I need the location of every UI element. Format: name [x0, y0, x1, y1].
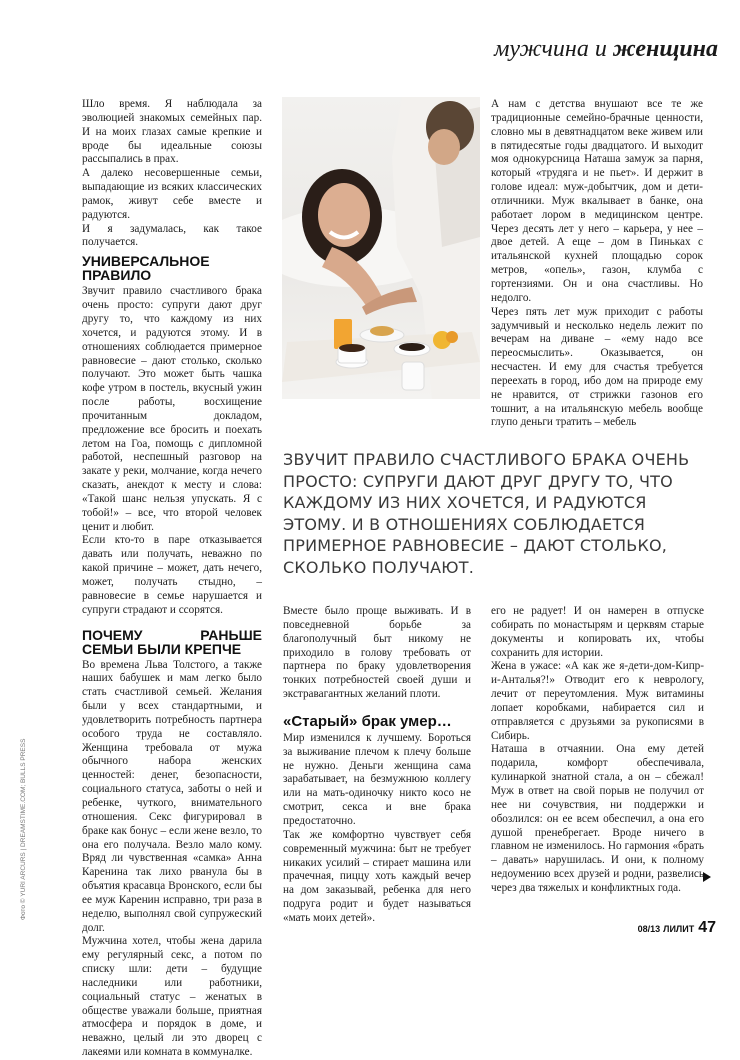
article-column-2-bottom: [283, 605, 471, 926]
paragraph: Мир изменился к лучшему. Бороться за выживание плечом к плечу больше не нужно. Деньги женщина сама зарабатывает, на безмужнюю коллегу или на мать-одиночку никто косо не смотрит, секса и вне брака предостаточно.: [283, 731, 471, 827]
paragraph: Шло время. Я наблюдала за эволюцией знакомых семейных пар. И на моих глазах самые крепкие и вроде бы идеальные союзы рассыпались в прах.: [82, 98, 262, 166]
paragraph: Мужчина хотел, чтобы жена дарила ему регулярный секс, а потом по списку шли: дети – будущие наследники или работники, социальный статус – женатых в обществе уважали больше, приятная атмосфера и порядок в доме, и неважно, целый ли это дворец с лакеями или комната в коммуналке.: [82, 935, 262, 1059]
section-title-bold: женщина: [612, 36, 718, 62]
paragraph: Вместе было проще выживать. И в повседневной борьбе за благополучный быт никому не приходило в голову требовать от партнера по браку удовлетворения тонких потребностей своей души и экстравагантных желаний плоти.: [283, 605, 471, 701]
article-photo: [282, 97, 480, 399]
photo-credit: Фото © YURI ARCURS | DREAMSTIME.COM; BULLS PRESS: [20, 738, 27, 920]
paragraph: Так же комфортно чувствует себя современный мужчина: быт не требует никаких усилий – стирает машина или прачечная, пиццу хоть каждый вечер на дом заказывай, ребенка для него подруга родит и будет называться «мать моих детей».: [283, 828, 471, 924]
paragraph: А нам с детства внушают все те же традиционные семейно-брачные ценности, словно мы в девятнадцатом веке живем или в пятидесятые годы двадцатого. И выходит моя однокурсница Наташа замуж за парня, который «трудяга и не пьет». И держит в голове идеал: муж-добытчик, дом и дети-отличники. Муж вкалывает в банке, она работает лором в медицинском центре. Через десять лет у него – карьера, у нее – двое детей. А еще – дом в Пиньках с итальянской кухней площадью сорок метров, «опель», газон, клумба с гортензиями. Он и она счастливы. Но недолго.: [491, 98, 703, 304]
section-title: [494, 36, 718, 63]
paragraph: его не радует! И он намерен в отпуске собирать по монастырям и церквям старые документы и копировать их, чтобы сохранить для истории.: [491, 605, 704, 659]
paragraph: А далеко несовершенные семьи, выпадающие из всяких классических рамок, живут себе вместе и радуются.: [82, 167, 262, 221]
continue-arrow-icon: [703, 872, 711, 882]
article-column-3-top: [491, 98, 703, 430]
paragraph: Наташа в отчаянии. Она ему детей подарила, комфорт обеспечивала, кулинаркой знатной стала, а он – сбежал! Муж в ответ на свой порыв не получил от нее ни сочувствия, ни поддержки и обозлился: он ее всем обеспечил, а она его душой пренебрегает. Вроде ничего в главном не изменилось. Но гармония «брать – давать» нарушилась. И они, к полному недоумению всех друзей и родни, развелись через два тяжелых и конфликтных года.: [491, 743, 704, 894]
paragraph: Жена в ужасе: «А как же я-дети-дом-Кипр-и-Анталья?!» Отводит его к неврологу, лечит от переутомления. Муж витамины лопает коробками, набирается сил и отправляется с друзьями за рукописями в Сибирь.: [491, 660, 704, 742]
paragraph: И я задумалась, как такое получается.: [82, 222, 262, 249]
magazine-name: ЛИЛИТ: [663, 924, 695, 934]
section-heading: УНИВЕРСАЛЬНОЕ ПРАВИЛО: [82, 253, 210, 284]
paragraph: Во времена Льва Толстого, а также наших бабушек и мам легко было стать счастливой семьей. Желания были у всех стандартными, и удовлетворить потребность партнера особого труда не составляло. Женщина требовала от мужа обычного набора женских ценностей: денег, безопасности, социального статуса, заботы о ней и ребенке, чуткого, внимательного отношения. Секс фигурировал в браке как бонус – если жене везло, то она его получала. Везло мало кому. Вряд ли чувственная «самка» Анна Каренина так лихо рванула бы в объятия красавца Вронского, если бы ее муж Каренин исправно, три раза в неделю, выполнял свой супружеский долг.: [82, 658, 262, 934]
section-heading: ПОЧЕМУ РАНЬШЕ СЕМЬИ БЫЛИ КРЕПЧЕ: [82, 626, 262, 657]
issue-number: 08/13: [637, 924, 661, 934]
section-title-regular: мужчина и: [494, 36, 613, 62]
paragraph: Если кто-то в паре отказывается давать или получать, неважно по какой причине – может, дать нечего, может, получать стыдно, – равновесие в семье нарушается и супруги страдают и ссорятся.: [82, 534, 262, 616]
paragraph: Через пять лет муж приходит с работы задумчивый и несколько недель лежит по вечерам на диване – «ему надо все переосмыслить». Оказывается, он несчастен. И ему для счастья требуется переехать в город, ибо дом на природе ему не нравится, от стрижки газонов его тошнит, а на итальянскую мебель вообще глупо деньги тратить – мебель: [491, 305, 703, 429]
paragraph: Звучит правило счастливого брака очень просто: супруги дают друг другу то, что каждому из них хочется, и радуются этому. И в отношениях соблюдается примерное равновесие – дают столько, сколько получают. Это может быть чашка кофе утром в постель, вкусный ужин после работы, восхищение прочитанным докладом, предложение все бросить и поехать летом на Гоа, помощь с дипломной работой, неспешный разговор на закате у реки, молчание, когда нечего сказать, анекдот к месту и слова: «Такой шанс нельзя упускать. Я с тобой!» – все, что второй человек ценит и любит.: [82, 285, 262, 533]
couple-breakfast-illustration: [282, 97, 480, 399]
article-column-1: [82, 98, 262, 1060]
photo-credit-wrap: [20, 738, 201, 927]
page-footer: [638, 919, 716, 937]
article-column-3-bottom: [491, 605, 704, 896]
pull-quote: ЗВУЧИТ ПРАВИЛО СЧАСТЛИВОГО БРАКА ОЧЕНЬ ПРОСТО: СУПРУГИ ДАЮТ ДРУГ ДРУГУ ТО, ЧТО КАЖДОМУ ИЗ НИХ ХОЧЕТСЯ, И РАДУЮТСЯ ЭТОМУ. И В ОТНОШЕНИЯХ СОБЛЮДАЕТСЯ ПРИМЕРНОЕ РАВНОВЕСИЕ – ДАЮТ СТОЛЬКО, СКОЛЬКО ПОЛУЧАЮТ.: [283, 450, 690, 577]
section-heading: «Старый» брак умер…: [283, 712, 452, 730]
page-number: 47: [698, 919, 716, 936]
